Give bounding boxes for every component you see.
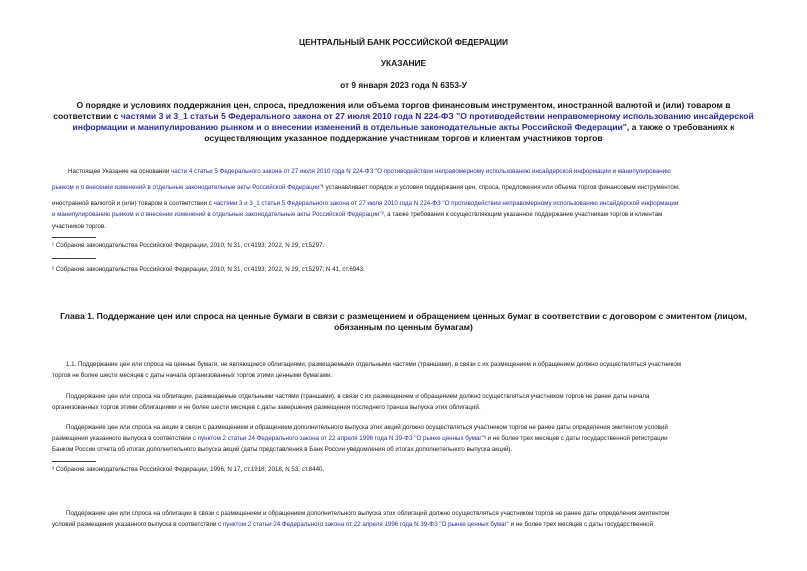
law-224-link[interactable]: информации и манипулированию рынком и о внесении изменений в отдельные законодательные акты Российской Федерации" <box>72 122 627 132</box>
footnote-3: ³ Собрание законодательства Российской Федерации, 1996, N 17, ст.1918; 2018, N 53, ст.8440. <box>52 466 325 473</box>
paragraph-line: Поддержание цен или спроса на акции в связи с размещением и обращением дополнительного выпуска этих акций должно осуществляться участником торгов не ранее даты определения эмитентом условий <box>66 424 668 431</box>
paragraph-line: организованных торгов этими облигациями и не более шести месяцев с даты завершения размещения последнего транша выпуска этих облигаций. <box>52 404 481 411</box>
chapter-heading-line: Глава 1. Поддержание цен или спроса на ценные бумаги в связи с размещением и обращением ценных бумаг в соответствии с договором с эмитентом (лицом, <box>60 311 747 321</box>
footnote-1: ¹ Собрание законодательства Российской Федерации, 2010, N 31, ст.4193; 2022, N 29, ст.5297. <box>52 242 325 249</box>
document-title <box>0 100 807 144</box>
law-224-part4-link[interactable]: части 4 статьи 5 Федерального закона от 27 июля 2010 года N 224-ФЗ "О противодействии неправомерному использованию инсайдерской информации и манипулированию <box>171 168 671 175</box>
paragraph-line: Поддержание цен или спроса на облигации в связи с размещением и обращением дополнительного выпуска этих облигаций должно осуществляться участником торгов не ранее даты определения эмитентом <box>66 510 670 517</box>
title-line: О порядке и условиях поддержания цен, спроса, предложения или объема торгов финансовым инструментом, иностранной валютой и (или) товаром в <box>76 100 731 110</box>
intro-line <box>52 211 662 219</box>
document-type: УКАЗАНИЕ <box>380 58 427 68</box>
intro-text: Настоящее Указание на основании <box>68 168 172 175</box>
title-text: соответствии с <box>53 111 121 121</box>
footnote-separator <box>52 258 96 259</box>
chapter-heading-line: обязанным по ценным бумагам) <box>334 322 473 332</box>
law-224-link[interactable]: частями 3 и 3_1 статьи 5 Федерального закона от 27 июля 2010 года N 224-ФЗ "О противодействии неправомерному использованию инсайдерской <box>120 111 754 121</box>
chapter-1-heading <box>0 311 807 333</box>
paragraph-line <box>52 521 653 529</box>
law-39-fz-link[interactable]: пунктом 2 статьи 24 Федерального закона от 22 апреля 1996 года N 39-ФЗ "О рынке ценных бумаг" <box>197 435 484 442</box>
intro-line <box>52 184 680 192</box>
title-line <box>0 111 807 122</box>
footnote-2: ² Собрание законодательства Российской Федерации, 2010, N 31, ст.4193; 2022, N 29, ст.5297; N 41, ст.6943. <box>52 266 365 273</box>
paragraph-text: условий размещения указанного выпуска в соответствии с <box>52 521 223 528</box>
paragraph-text: размещения указанного выпуска в соответствии с <box>52 435 198 442</box>
paragraph-line: Поддержание цен или спроса на облигации, размещаемые отдельными частями (траншами), в связи с их размещением и обращением должно осуществляться участником торгов не ранее даты начала <box>66 393 650 400</box>
document-date-number: от 9 января 2023 года N 6353-У <box>340 80 467 90</box>
paragraph-line: Банком России отчета об итогах дополнительного выпуска акций (даты представления в Банк России уведомления об итогах дополнительного выпуска акций). <box>52 446 513 453</box>
title-line: осуществляющим указанное поддержание участникам торгов и клиентам участников торгов <box>204 133 603 143</box>
paragraph-1-1-line: торгов не более шести месяцев с даты начала организованных торгов этими ценными бумагами. <box>52 372 333 379</box>
issuer-heading: ЦЕНТРАЛЬНЫЙ БАНК РОССИЙСКОЙ ФЕДЕРАЦИИ <box>298 37 509 47</box>
paragraph-text: и не более трех месяцев с даты государственной <box>509 521 654 528</box>
intro-line: участников торгов. <box>52 223 106 230</box>
intro-line <box>68 168 671 176</box>
footnote-separator <box>52 237 96 238</box>
title-text: , а также о требованиях к <box>626 122 735 132</box>
title-line <box>0 122 807 133</box>
intro-text: иностранной валютой и (или) товаром в соответствии с <box>52 200 214 207</box>
intro-text: ², а также требования к осуществляющим указанное поддержание участникам торгов и клиентам <box>381 211 663 218</box>
paragraph-1-1-line: 1.1. Поддержание цен или спроса на ценные бумаги, не являющиеся облигациями, размещаемыми отдельными частями (траншами), в связи с их размещением и обращением должно осуществляться участником <box>66 361 682 368</box>
law-39-fz-link[interactable]: пунктом 2 статьи 24 Федерального закона от 22 апреля 1996 года N 39-ФЗ "О рынке ценных бумаг" <box>222 521 509 528</box>
paragraph-line <box>52 435 668 443</box>
law-224-parts3-link[interactable]: и манипулированию рынком и о внесении изменений в отдельные законодательные акты Российской Федерации" <box>52 211 382 218</box>
law-224-part4-link[interactable]: рынком и о внесении изменений в отдельные законодательные акты Российской Федерации" <box>52 184 322 191</box>
paragraph-text: ³ и не более трех месяцев с даты государственной регистрации <box>483 435 668 442</box>
intro-text: ¹ устанавливает порядок и условия поддержания цен, спроса, предложения или объема торгов финансовым инструментом, <box>321 184 680 191</box>
intro-line <box>52 200 678 208</box>
footnote-separator <box>52 461 96 462</box>
law-224-parts3-link[interactable]: частями 3 и 3_1 статьи 5 Федерального закона от 27 июля 2010 года N 224-ФЗ "О противодействии неправомерному использованию инсайдерской информации <box>213 200 679 207</box>
